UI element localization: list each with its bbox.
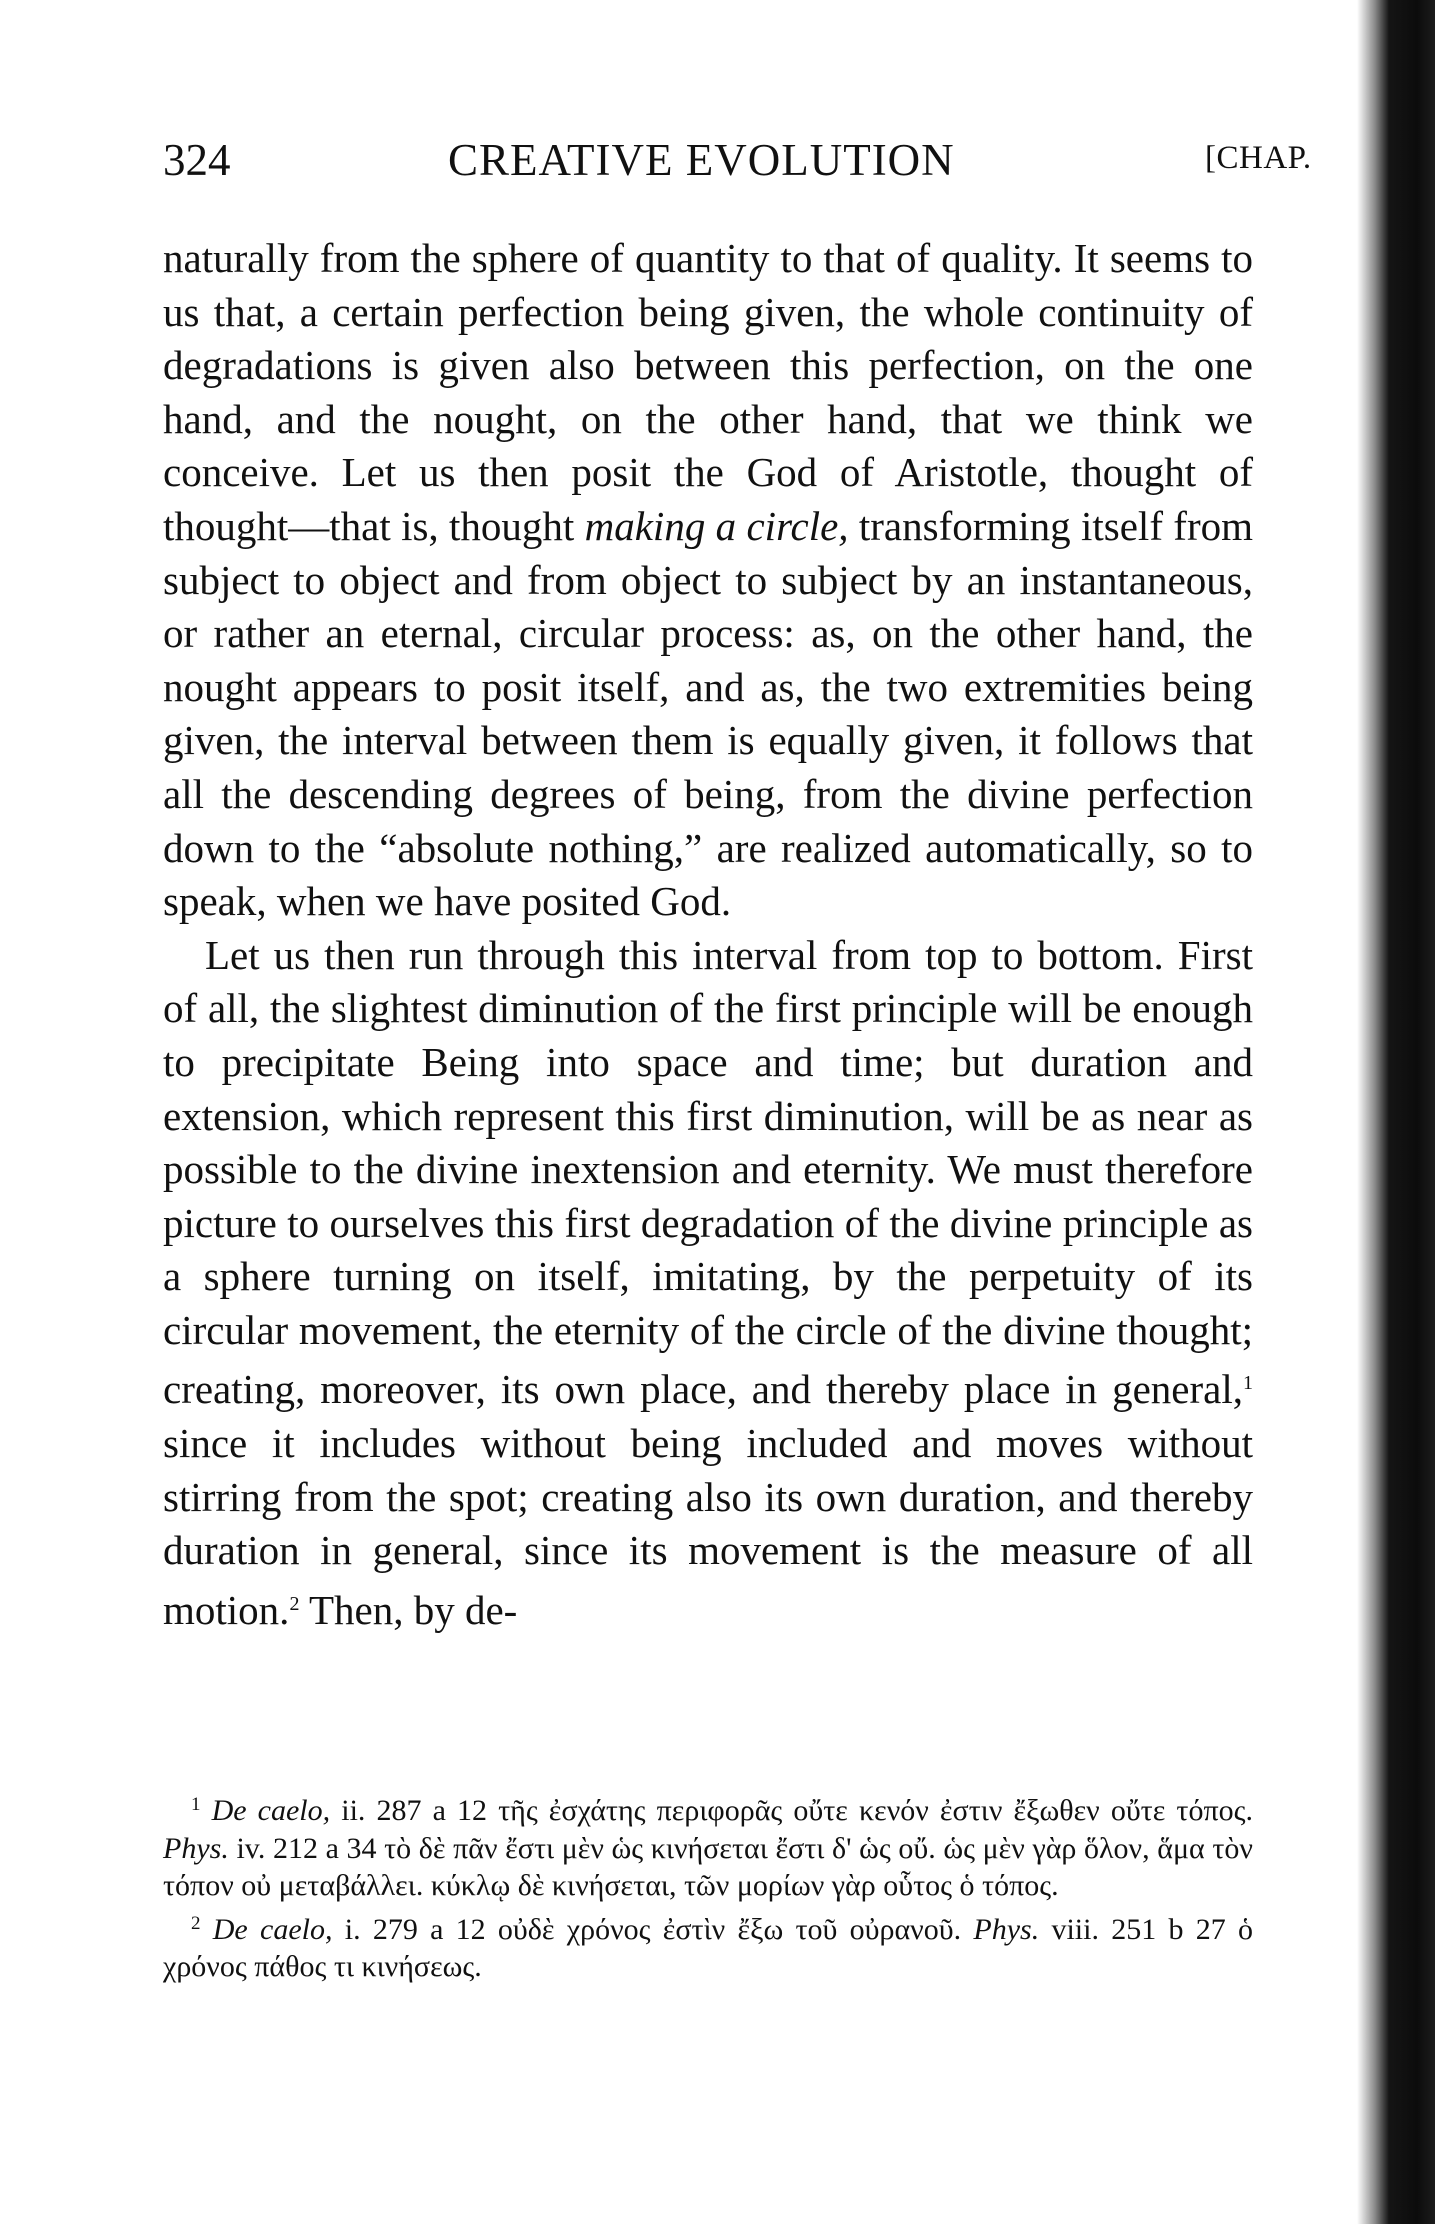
paragraph-2 <box>163 929 1253 1638</box>
main-text <box>163 232 1253 1637</box>
footnote-1-work: De caelo, <box>211 1794 331 1827</box>
chapter-label: [CHAP. <box>1205 140 1312 176</box>
footnote-1 <box>163 1786 1253 1905</box>
paragraph-1 <box>163 232 1253 929</box>
footnote-2-text-2: viii. 251 b 27 ὁ χρόνος πάθος τι κινήσεως. <box>163 1912 1254 1983</box>
paragraph-2-text-c: Then, by de- <box>299 1586 518 1633</box>
footnote-2 <box>163 1905 1253 1986</box>
footnotes <box>163 1786 1253 1986</box>
running-header <box>163 134 1313 194</box>
footnote-ref-2[interactable]: 2 <box>289 1592 300 1615</box>
footnote-2-work-2: Phys. <box>973 1912 1040 1946</box>
paragraph-2-text-b: since it includes without being included and moves without stirring from the spot; creating also its own duration, and thereby duration in general, since its movement is the measure of all motion. <box>163 1420 1253 1633</box>
paragraph-1-text-b: transforming itself from subject to object and from object to subject by an instantaneous, or rather an eternal, circular process: as, on the other hand, the nought appears to posit itself, and as, the two extremities being given, the interval between them is equally given, it follows that all the descending degrees of being, from the divine perfection down to the “absolute nothing,” are realized automatically, so to speak, when we have posited God. <box>163 502 1253 925</box>
footnote-1-mark: 1 <box>191 1794 201 1815</box>
footnote-1-text: ii. 287 a 12 τῆς ἐσχάτης περιφορᾶς οὔτε κενόν ἐστιν ἔξωθεν οὔτε τόπος. <box>330 1794 1254 1827</box>
paragraph-1-text-a: naturally from the sphere of quantity to that of quality. It seems to us that, a certain perfection being given, the whole continuity of degradations is given also between this perfection, on the one hand, and the nought, on the other hand, that we think we conceive. Let us then posit the God of Aristotle, thought of thought—that is, thought <box>163 235 1253 549</box>
footnote-ref-1[interactable]: 1 <box>1243 1372 1253 1395</box>
footnote-2-mark: 2 <box>191 1912 201 1934</box>
footnote-2-text: i. 279 a 12 οὐδὲ χρόνος ἐστὶν ἔξω τοῦ οὐρανοῦ. <box>332 1912 974 1946</box>
footnote-1-work-2: Phys. <box>163 1831 229 1865</box>
footnote-2-work: De caelo, <box>212 1912 333 1946</box>
page-scan-edge <box>1357 0 1435 2224</box>
paragraph-1-emphasis: making a circle, <box>584 502 849 549</box>
footnote-1-text-2: iv. 212 a 34 τὸ δὲ πᾶν ἔστι μὲν ὡς κινήσεται ἔστι δ' ὡς οὔ. ὡς μὲν γὰρ ὅλον, ἅμα τὸν τόπον οὐ μεταβάλλει. κύκλῳ δὲ κινήσεται, τῶν μορίων γὰρ οὗτος ὁ τόπος. <box>163 1831 1253 1902</box>
paragraph-2-text-a: Let us then run through this interval from top to bottom. First of all, the slightest diminution of the first principle will be enough to precipitate Being into space and time; but duration and extension, which represent this first diminution, will be as near as possible to the divine inextension and eternity. We must therefore picture to ourselves this first degradation of the divine principle as a sphere turning on itself, imitating, by the perpetuity of its circular movement, the eternity of the circle of the divine thought; creating, moreover, its own place, and thereby place in general, <box>163 931 1253 1413</box>
running-title: CREATIVE EVOLUTION <box>448 135 955 185</box>
page-number: 324 <box>163 135 231 185</box>
